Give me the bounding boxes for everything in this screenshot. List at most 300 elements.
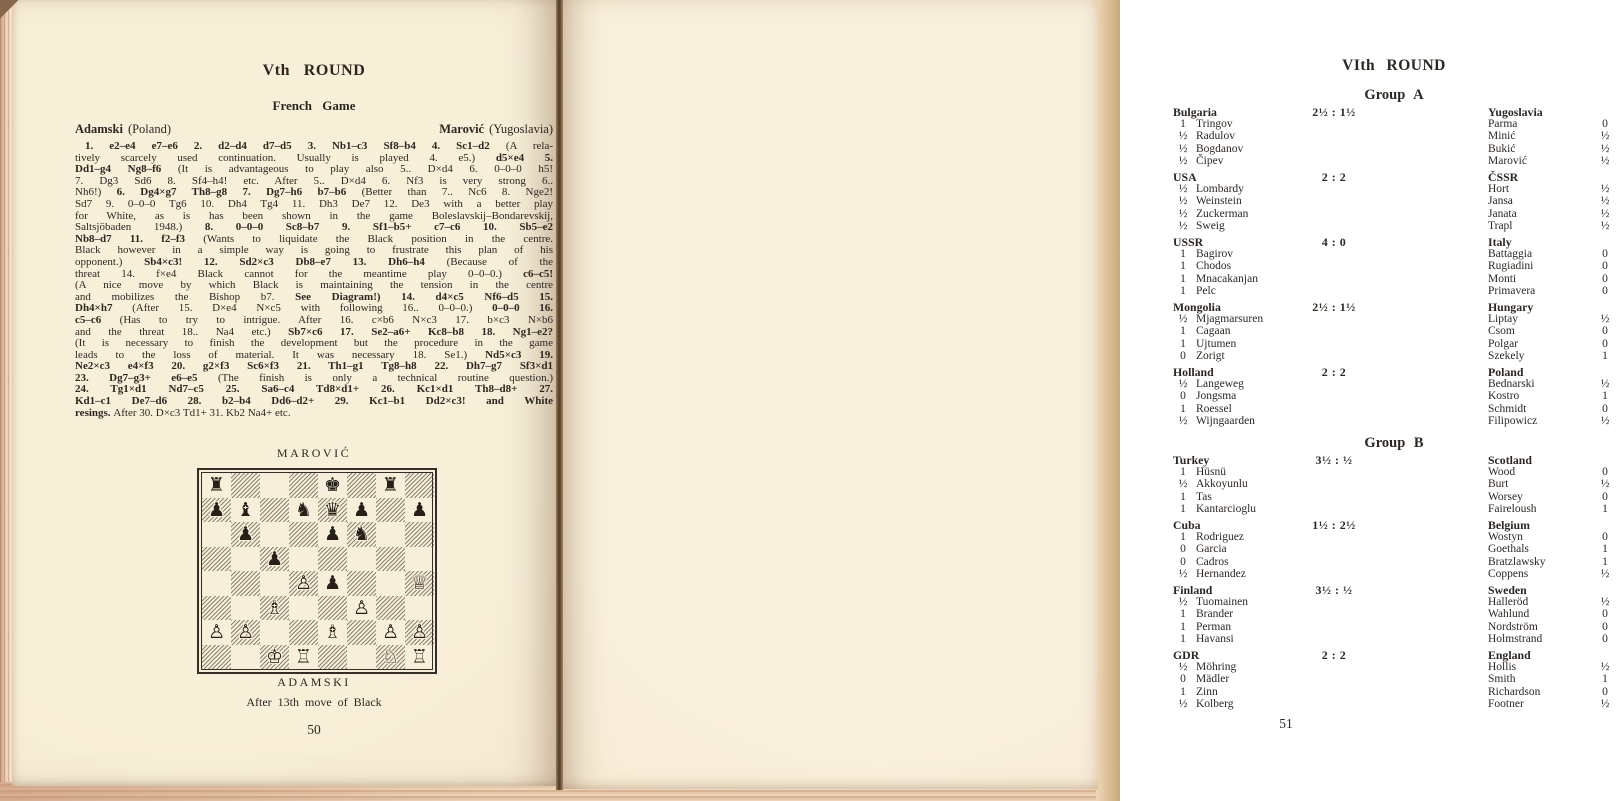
board-square xyxy=(376,473,405,498)
match-row xyxy=(1173,260,1615,272)
home-player-points: 1 xyxy=(1180,620,1186,633)
away-player-name: Trapl xyxy=(1488,219,1513,232)
home-player-points: 1 xyxy=(1180,502,1186,515)
move-text: 8. 0–0–0 Sc8–b7 9. Sf1–b5+ c7–c6 10. Sb5–e2 xyxy=(204,221,553,234)
away-player-points: 1 xyxy=(1602,502,1608,515)
away-player-points: 0 xyxy=(1602,272,1608,285)
home-player-points: ½ xyxy=(1178,130,1188,143)
board-square xyxy=(231,498,260,523)
away-player-name: Wood xyxy=(1488,466,1516,479)
match-row xyxy=(1173,661,1615,673)
board-square xyxy=(376,522,405,547)
match-score: 2½ : 1½ xyxy=(1312,300,1356,314)
board-square xyxy=(289,522,318,547)
annotation-text: (The finish is only a technical routine question.) xyxy=(217,371,553,384)
away-player-points: 0 xyxy=(1602,632,1608,645)
home-player-points: ½ xyxy=(1178,378,1188,391)
home-player-name: Mädler xyxy=(1196,673,1230,686)
match-row xyxy=(1173,208,1615,220)
move-text: Sb7×c6 17. Se2–a6+ Kc8–b8 18. Ng1–e2? xyxy=(288,325,553,338)
away-player-name: Halleröd xyxy=(1488,596,1529,609)
away-player-points: ½ xyxy=(1600,313,1610,326)
match-row xyxy=(1173,556,1615,568)
match xyxy=(1173,584,1615,645)
home-player-points: 1 xyxy=(1180,118,1186,131)
home-player-points: 1 xyxy=(1180,337,1186,350)
home-player-points: ½ xyxy=(1178,567,1188,580)
away-player-name: Primavera xyxy=(1488,284,1536,297)
away-player-name: Monti xyxy=(1488,272,1517,285)
chess-piece: ♟ xyxy=(236,523,255,545)
board-square xyxy=(202,596,231,621)
move-text: Nb8–d7 11. f2–f3 xyxy=(75,232,204,245)
board-square xyxy=(405,547,434,572)
diagram-bottom-caption: ADAMSKI xyxy=(277,675,351,689)
match-row xyxy=(1173,633,1615,645)
home-player-name: Rodriguez xyxy=(1196,531,1244,544)
home-player-name: Cadros xyxy=(1196,555,1229,568)
chess-piece: ♚ xyxy=(323,474,342,496)
board-square xyxy=(318,620,347,645)
home-player-name: Zorigt xyxy=(1196,349,1225,362)
match-row xyxy=(1173,686,1615,698)
away-player-points: 0 xyxy=(1602,402,1608,415)
chess-piece: ♖ xyxy=(410,645,429,668)
white-player-country: (Poland) xyxy=(127,122,171,136)
board-square xyxy=(289,645,318,670)
home-player-points: ½ xyxy=(1178,207,1188,220)
chess-piece: ♙ xyxy=(236,621,255,643)
chess-piece: ♟ xyxy=(410,498,429,521)
away-player-points: ½ xyxy=(1600,414,1610,427)
board-square xyxy=(202,571,231,596)
match-row xyxy=(1173,325,1615,337)
away-player-name: Bednarski xyxy=(1488,378,1535,391)
match-score: 3½ : ½ xyxy=(1315,453,1353,467)
chess-piece: ♙ xyxy=(207,621,226,643)
away-player-points: 1 xyxy=(1602,349,1608,362)
home-player-name: Zinn xyxy=(1196,685,1218,698)
away-player-name: Bukić xyxy=(1488,142,1516,155)
annotation-text: tively scarcely used continuation. Usually is played 4. e5.) xyxy=(75,151,496,164)
home-player-points: 0 xyxy=(1180,555,1186,568)
away-player-points: 0 xyxy=(1602,248,1608,261)
home-player-points: 1 xyxy=(1180,402,1186,415)
annotation-text: Saltsjöbaden 1948.) xyxy=(75,221,205,234)
home-player-points: 0 xyxy=(1180,349,1186,362)
board-square xyxy=(376,571,405,596)
home-player-name: Hüsnü xyxy=(1196,466,1227,479)
chess-piece: ♜ xyxy=(381,474,400,496)
page-right-content xyxy=(1173,0,1615,789)
match-row xyxy=(1173,390,1615,402)
home-player-points: 1 xyxy=(1180,272,1186,285)
away-player-name: Wostyn xyxy=(1488,531,1523,544)
away-team-name: ČSSR xyxy=(1488,170,1519,184)
away-player-points: 0 xyxy=(1602,260,1608,273)
match-row xyxy=(1173,366,1615,378)
home-player-points: ½ xyxy=(1178,697,1188,710)
board-square xyxy=(405,620,434,645)
move-text: Dh4×h7 xyxy=(75,302,133,315)
page-number-left: 50 xyxy=(307,722,321,737)
away-team-name: Sweden xyxy=(1488,583,1527,597)
home-player-points: 1 xyxy=(1180,466,1186,479)
home-player-name: Kolberg xyxy=(1196,697,1234,710)
match-row xyxy=(1173,568,1615,580)
match-row xyxy=(1173,313,1615,325)
home-player-name: Perman xyxy=(1196,620,1232,633)
board-square xyxy=(405,522,434,547)
board-square xyxy=(289,571,318,596)
black-player-name: Marović xyxy=(439,122,485,136)
away-player-name: Filipowicz xyxy=(1488,414,1538,427)
home-player-name: Sweig xyxy=(1196,219,1225,232)
away-player-name: Footner xyxy=(1488,697,1524,710)
away-player-points: ½ xyxy=(1600,567,1610,580)
match-row xyxy=(1173,118,1615,130)
annotation-text: Black however in a simple way is going to frustrate this plan of his xyxy=(75,244,553,257)
home-player-name: Brander xyxy=(1196,608,1234,621)
away-player-name: Worsey xyxy=(1488,490,1523,503)
away-team-name: Italy xyxy=(1488,235,1512,249)
board-square xyxy=(202,620,231,645)
chess-piece: ♖ xyxy=(294,645,313,668)
board-square xyxy=(405,473,434,498)
home-player-name: Havansi xyxy=(1196,632,1234,645)
chess-piece: ♙ xyxy=(410,621,429,643)
page-stack-edge-right xyxy=(1096,0,1120,801)
home-player-name: Kantarcioglu xyxy=(1196,502,1257,515)
annotation-text: (Has to try to intrigue. After 16. c×b6 N×c3 17. b×c3 N×b6 xyxy=(119,313,553,326)
away-team-name: Scotland xyxy=(1488,453,1532,467)
away-player-points: 1 xyxy=(1602,543,1608,556)
board-square xyxy=(347,473,376,498)
match-row xyxy=(1173,350,1615,362)
board-square xyxy=(289,620,318,645)
away-player-points: ½ xyxy=(1600,183,1610,196)
board-square xyxy=(347,522,376,547)
board-square xyxy=(376,547,405,572)
home-player-points: ½ xyxy=(1178,596,1188,609)
home-team-name: USSR xyxy=(1173,235,1204,249)
home-player-points: 1 xyxy=(1180,325,1186,338)
annotation-text: (It is necessary to finish the development but the procedure in the game xyxy=(75,337,553,350)
away-player-name: Bratzlawsky xyxy=(1488,555,1546,568)
annotation-text: (Wants to liquidate the Black position in the centre. xyxy=(203,232,553,245)
home-team-name: Mongolia xyxy=(1173,300,1221,314)
board-square xyxy=(347,547,376,572)
board-square xyxy=(231,571,260,596)
match-row xyxy=(1173,584,1615,596)
board-square xyxy=(347,498,376,523)
home-player-points: 0 xyxy=(1180,673,1186,686)
away-player-points: 0 xyxy=(1602,118,1608,131)
move-text: Sb4×c3! 12. Sd2×c3 Db8–e7 13. Dh6–h4 xyxy=(144,255,447,268)
match xyxy=(1173,649,1615,710)
board-square xyxy=(231,645,260,670)
board-square xyxy=(376,620,405,645)
home-player-name: Roessel xyxy=(1196,402,1232,415)
annotation-text: (A rela- xyxy=(505,140,553,152)
home-player-points: 1 xyxy=(1180,490,1186,503)
board-square xyxy=(318,473,347,498)
chess-piece: ♟ xyxy=(323,572,342,594)
home-player-name: Weinstein xyxy=(1196,195,1242,208)
match-score: 2 : 2 xyxy=(1321,170,1347,184)
away-player-points: 0 xyxy=(1602,608,1608,621)
match-row xyxy=(1173,195,1615,207)
board-square xyxy=(260,522,289,547)
home-player-name: Langeweg xyxy=(1196,378,1244,391)
away-player-name: Coppens xyxy=(1488,567,1529,580)
home-player-points: ½ xyxy=(1178,313,1188,326)
match-row xyxy=(1173,698,1615,710)
away-player-points: ½ xyxy=(1600,478,1610,491)
board-square xyxy=(260,498,289,523)
home-player-name: Bagirov xyxy=(1196,248,1234,261)
match-row xyxy=(1173,478,1615,490)
away-player-name: Richardson xyxy=(1488,685,1541,698)
home-player-points: 0 xyxy=(1180,543,1186,556)
chess-piece: ♝ xyxy=(236,498,255,521)
group-title: Group A xyxy=(1364,87,1424,103)
home-player-name: Lombardy xyxy=(1196,183,1244,196)
board-square xyxy=(202,473,231,498)
page-left-content xyxy=(75,0,553,786)
match-row xyxy=(1173,519,1615,531)
move-text: Dd1–g4 Ng8–f6 xyxy=(75,163,178,176)
away-team-name: Yugoslavia xyxy=(1488,105,1543,119)
match-row xyxy=(1173,273,1615,285)
chess-piece: ♟ xyxy=(207,498,226,521)
board-square xyxy=(260,596,289,621)
match-row xyxy=(1173,596,1615,608)
annotation-text: and the threat 18.. Na4 etc.) xyxy=(75,325,289,338)
chess-piece: ♞ xyxy=(294,498,313,521)
match-row xyxy=(1173,649,1615,661)
away-player-points: ½ xyxy=(1600,154,1610,167)
move-text: 1. e2–e4 e7–e6 2. d2–d4 d7–d5 3. Nb1–c3 Sf8–b4 4. Sc1–d2 xyxy=(85,140,506,152)
match-score: 1½ : 2½ xyxy=(1312,518,1356,532)
away-player-name: Janata xyxy=(1488,207,1517,220)
away-player-points: ½ xyxy=(1600,378,1610,391)
home-player-name: Pelc xyxy=(1196,284,1216,297)
board-square xyxy=(231,596,260,621)
home-player-name: Akkoyunlu xyxy=(1196,478,1248,491)
move-text: Nd5×c3 19. xyxy=(485,348,553,361)
annotation-text: (A nice move by which Black is maintaining the tension in the centre xyxy=(75,279,553,292)
annotation-text: (Better than 7.. Nc6 8. Nge2! xyxy=(361,186,553,199)
away-player-name: Hort xyxy=(1488,183,1510,196)
match xyxy=(1173,236,1615,297)
away-player-points: 0 xyxy=(1602,685,1608,698)
away-player-name: Nordström xyxy=(1488,620,1538,633)
board-square xyxy=(231,547,260,572)
match-score: 2½ : 1½ xyxy=(1312,105,1356,119)
match-row xyxy=(1173,220,1615,232)
board-square xyxy=(202,547,231,572)
match-row xyxy=(1173,236,1615,248)
match xyxy=(1173,171,1615,232)
away-player-points: ½ xyxy=(1600,596,1610,609)
match-row xyxy=(1173,130,1615,142)
home-team-name: GDR xyxy=(1173,648,1200,662)
away-player-points: 1 xyxy=(1602,673,1608,686)
home-player-name: Mjagmarsuren xyxy=(1196,313,1264,326)
home-player-points: ½ xyxy=(1178,414,1188,427)
group xyxy=(1173,85,1615,427)
group xyxy=(1173,433,1615,710)
home-player-name: Garcia xyxy=(1196,543,1227,556)
board-square xyxy=(202,498,231,523)
page-right xyxy=(563,0,1610,789)
home-player-points: ½ xyxy=(1178,142,1188,155)
home-team-name: Turkey xyxy=(1173,453,1210,467)
away-player-points: ½ xyxy=(1600,697,1610,710)
home-player-name: Jongsma xyxy=(1196,390,1237,403)
board-square xyxy=(318,571,347,596)
annotation-text: threat 14. f×e4 Black cannot for the meantime play 0–0–0.) xyxy=(75,267,524,280)
page-number-right: 51 xyxy=(1279,716,1293,731)
away-player-points: 0 xyxy=(1602,466,1608,479)
board-square xyxy=(405,645,434,670)
board-square xyxy=(318,547,347,572)
round-title: Vth ROUND xyxy=(262,62,366,79)
match-row xyxy=(1173,543,1615,555)
board-square xyxy=(318,645,347,670)
home-team-name: USA xyxy=(1173,170,1197,184)
home-player-name: Hernandez xyxy=(1196,567,1246,580)
home-player-name: Tringov xyxy=(1196,118,1233,131)
match-row xyxy=(1173,621,1615,633)
board-square xyxy=(347,596,376,621)
board-square xyxy=(289,473,318,498)
home-player-points: ½ xyxy=(1178,661,1188,674)
home-player-name: Čipev xyxy=(1196,154,1224,167)
game-text xyxy=(75,141,553,419)
away-player-name: Goethals xyxy=(1488,543,1529,556)
board-square xyxy=(231,522,260,547)
home-player-points: 1 xyxy=(1180,608,1186,621)
away-player-name: Holmstrand xyxy=(1488,632,1543,645)
away-player-name: Rugiadini xyxy=(1488,260,1534,273)
away-player-name: Faireloush xyxy=(1488,502,1537,515)
chess-piece: ♔ xyxy=(265,645,284,668)
chess-piece: ♙ xyxy=(381,621,400,643)
diagram-note: After 13th move of Black xyxy=(246,695,382,709)
match xyxy=(1173,454,1615,515)
round-title-right: VIth ROUND xyxy=(1342,57,1446,74)
away-player-name: Battaggia xyxy=(1488,248,1533,261)
board-square xyxy=(318,596,347,621)
home-player-points: ½ xyxy=(1178,154,1188,167)
board-square xyxy=(260,473,289,498)
board-square xyxy=(405,498,434,523)
match-row xyxy=(1173,531,1615,543)
away-team-name: Hungary xyxy=(1488,300,1534,314)
page-left xyxy=(12,0,560,786)
away-player-points: ½ xyxy=(1600,142,1610,155)
away-player-name: Polgar xyxy=(1488,337,1519,350)
home-player-name: Möhring xyxy=(1196,661,1237,674)
board-square xyxy=(260,620,289,645)
match xyxy=(1173,106,1615,167)
match xyxy=(1173,366,1615,427)
home-player-points: 1 xyxy=(1180,685,1186,698)
move-text: resings. xyxy=(75,406,114,419)
match-score: 4 : 0 xyxy=(1321,235,1347,249)
chess-piece: ♞ xyxy=(352,523,371,545)
book-gutter xyxy=(556,0,563,790)
black-player-country: (Yugoslavia) xyxy=(489,122,553,136)
board-square xyxy=(347,571,376,596)
game-title: French Game xyxy=(272,98,356,113)
board-square xyxy=(202,522,231,547)
match-row xyxy=(1173,673,1615,685)
match-row xyxy=(1173,466,1615,478)
white-player-name: Adamski xyxy=(75,122,123,136)
game-text-line xyxy=(75,408,553,420)
match-row xyxy=(1173,248,1615,260)
home-player-points: 1 xyxy=(1180,284,1186,297)
board-square xyxy=(289,498,318,523)
home-player-points: 1 xyxy=(1180,632,1186,645)
annotation-text: (After 15. D×e4 N×c5 with following 16.. 0–0–0.) xyxy=(132,302,493,315)
move-text: d5×e4 5. xyxy=(495,151,553,164)
away-player-points: 0 xyxy=(1602,325,1608,338)
annotation-text: Nh6!) xyxy=(75,186,117,199)
away-player-name: Hollis xyxy=(1488,661,1517,674)
home-player-name: Mnacakanjan xyxy=(1196,272,1258,285)
annotation-text: and mobilizes the Bishop b7. xyxy=(75,290,296,303)
move-text: 23. Dg7–g3+ e6–e5 xyxy=(75,371,218,384)
home-player-name: Radulov xyxy=(1196,130,1235,143)
annotation-text: (Because of the xyxy=(446,255,553,268)
home-player-name: Tas xyxy=(1196,490,1212,503)
home-player-name: Chodos xyxy=(1196,260,1232,273)
match-score: 2 : 2 xyxy=(1321,365,1347,379)
annotation-text: leads to the loss of material. It was necessary 18. Se1.) xyxy=(75,348,486,361)
home-player-points: 1 xyxy=(1180,248,1186,261)
board-square xyxy=(260,571,289,596)
match-row xyxy=(1173,415,1615,427)
chess-piece: ♟ xyxy=(352,498,371,521)
board-square xyxy=(231,620,260,645)
match-score: 3½ : ½ xyxy=(1315,583,1353,597)
away-player-points: 1 xyxy=(1602,555,1608,568)
board-square xyxy=(347,645,376,670)
match-row xyxy=(1173,301,1615,313)
move-text: See Diagram!) 14. d4×c5 Nf6–d5 15. xyxy=(295,290,554,303)
away-player-name: Csom xyxy=(1488,325,1515,338)
away-player-name: Burt xyxy=(1488,478,1509,491)
move-text: 0–0–0 16. xyxy=(492,302,553,315)
chess-board-frame xyxy=(197,468,437,674)
match-row xyxy=(1173,403,1615,415)
away-player-points: ½ xyxy=(1600,130,1610,143)
match-row xyxy=(1173,285,1615,297)
home-player-name: Zuckerman xyxy=(1196,207,1249,220)
diagram-top-caption: MAROVIĆ xyxy=(276,446,352,460)
match-row xyxy=(1173,143,1615,155)
annotation-text: Sd7 9. 0–0–0 Tg6 10. Dh4 Tg4 11. Dh3 De7 12. De3 with a better play xyxy=(75,197,553,210)
away-player-points: ½ xyxy=(1600,219,1610,232)
annotation-text: (It is advantageous to play also 5.. D×d4 6. 0–0–0 h5! xyxy=(177,163,553,176)
away-player-points: 0 xyxy=(1602,284,1608,297)
away-player-name: Szekely xyxy=(1488,349,1525,362)
annotation-text: After 30. D×c3 Td1+ 31. Kb2 Na4+ etc. xyxy=(113,406,291,419)
